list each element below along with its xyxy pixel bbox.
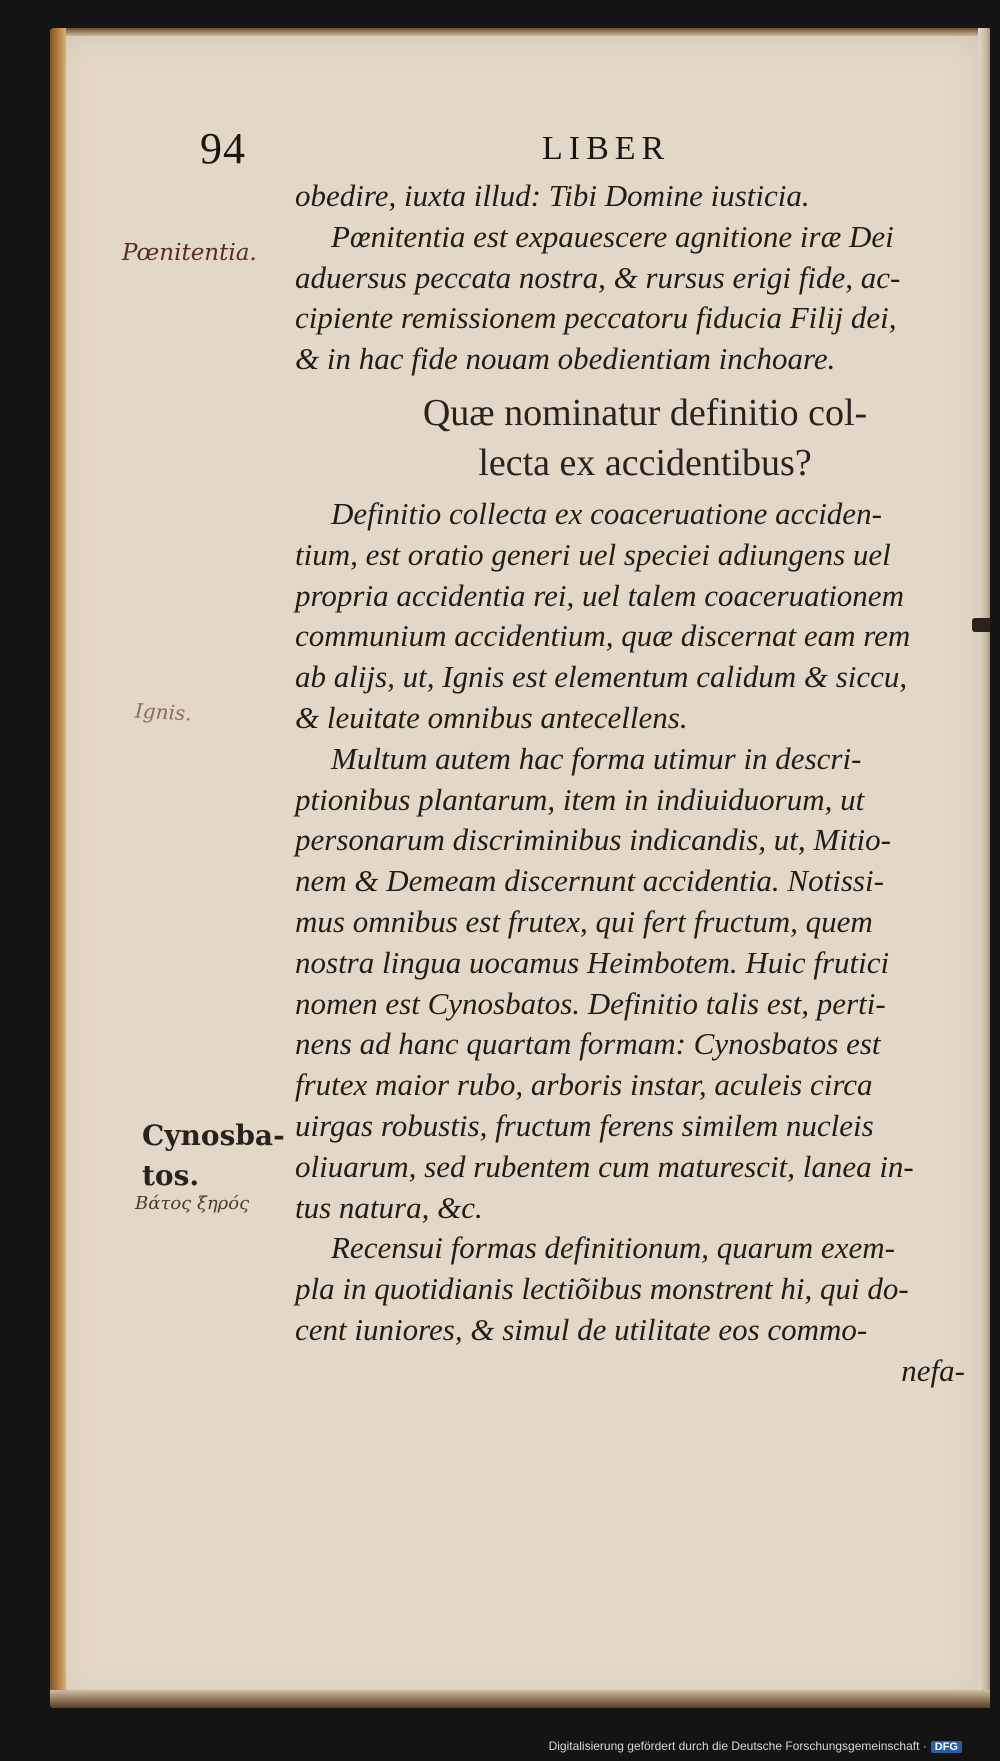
- text-line: nens ad hanc quartam formam: Cynosbatos est: [295, 1026, 881, 1062]
- section-heading: [295, 388, 990, 488]
- text-before-heading: [295, 176, 990, 380]
- book-page: [50, 28, 990, 1708]
- heading-line: Quæ nominatur definitio col-: [422, 391, 868, 434]
- text-line: uirgas robustis, fructum ferens similem nucleis: [295, 1107, 874, 1143]
- credit-text: Digitalisierung gefördert durch die Deutsche Forschungsgemeinschaft ·: [548, 1739, 927, 1753]
- text-line: nem & Demeam discernunt accidentia. Notissi-: [295, 863, 884, 899]
- book-spine-edge: [50, 28, 66, 1708]
- running-header: LIBER: [542, 130, 671, 167]
- text-line: nomen est Cynosbatos. Definitio talis est, perti-: [295, 985, 886, 1021]
- text-line: cipiente remissionem peccatoru fiducia Filij dei,: [295, 300, 897, 336]
- text-line: oliuarum, sed rubentem cum maturescit, lanea in-: [295, 1148, 914, 1184]
- text-line: Definitio collecta ex coaceruatione acciden-: [331, 495, 882, 531]
- text-line: aduersus peccata nostra, & rursus erigi fide, ac-: [295, 259, 901, 295]
- text-line: tus natura, &c.: [295, 1189, 483, 1225]
- text-line: nostra lingua uocamus Heimbotem. Huic frutici: [295, 944, 890, 980]
- text-line: communium accidentium, quæ discernat eam rem: [295, 618, 911, 654]
- heading-line: lecta ex accidentibus?: [478, 441, 812, 484]
- text-line: & in hac fide nouam obedientiam inchoare.: [295, 341, 836, 377]
- page-number: 94: [200, 124, 246, 173]
- margin-note-ignis: Ignis.: [134, 698, 193, 726]
- text-line: personarum discriminibus indicandis, ut, Mitio-: [295, 822, 891, 858]
- text-line: Pœnitentia est expauescere agnitione iræ Dei: [331, 218, 894, 254]
- text-line: ptionibus plantarum, item in indiuiduorum, ut: [295, 781, 865, 817]
- text-line: mus omnibus est frutex, qui fert fructum, quem: [295, 903, 873, 939]
- margin-note-cynosbatos: Cynosba- tos.: [142, 1119, 285, 1192]
- text-line: ab alijs, ut, Ignis est elementum calidum & siccu,: [295, 659, 908, 695]
- text-line: frutex maior rubo, arboris instar, aculeis circa: [295, 1067, 873, 1103]
- catchword: nefa-: [901, 1352, 965, 1388]
- text-line: obedire, iuxta illud: Tibi Domine iusticia.: [295, 178, 810, 213]
- text-line: Multum autem hac forma utimur in descri-: [331, 740, 862, 776]
- main-text-block: [295, 176, 990, 1392]
- text-line: pla in quotidianis lectiõibus monstrent hi, qui do-: [295, 1271, 909, 1307]
- digitization-credit: [549, 1739, 962, 1753]
- text-line: propria accidentia rei, uel talem coaceruationem: [295, 577, 904, 613]
- margin-note-poenitentia: Pœnitentia.: [122, 240, 257, 266]
- text-line: cent iuniores, & simul de utilitate eos commo-: [295, 1311, 868, 1347]
- page-top-edge: [50, 28, 990, 36]
- text-line: Recensui formas definitionum, quarum exem-: [331, 1230, 895, 1266]
- page-bottom-edge: [50, 1690, 990, 1708]
- margin-note-greek: Βάτος ξηρός: [135, 1193, 250, 1214]
- text-line: & leuitate omnibus antecellens.: [295, 699, 688, 735]
- text-after-heading: [295, 494, 990, 1392]
- dfg-logo: DFG: [931, 1741, 962, 1753]
- text-line: tium, est oratio generi uel speciei adiungens uel: [295, 536, 891, 572]
